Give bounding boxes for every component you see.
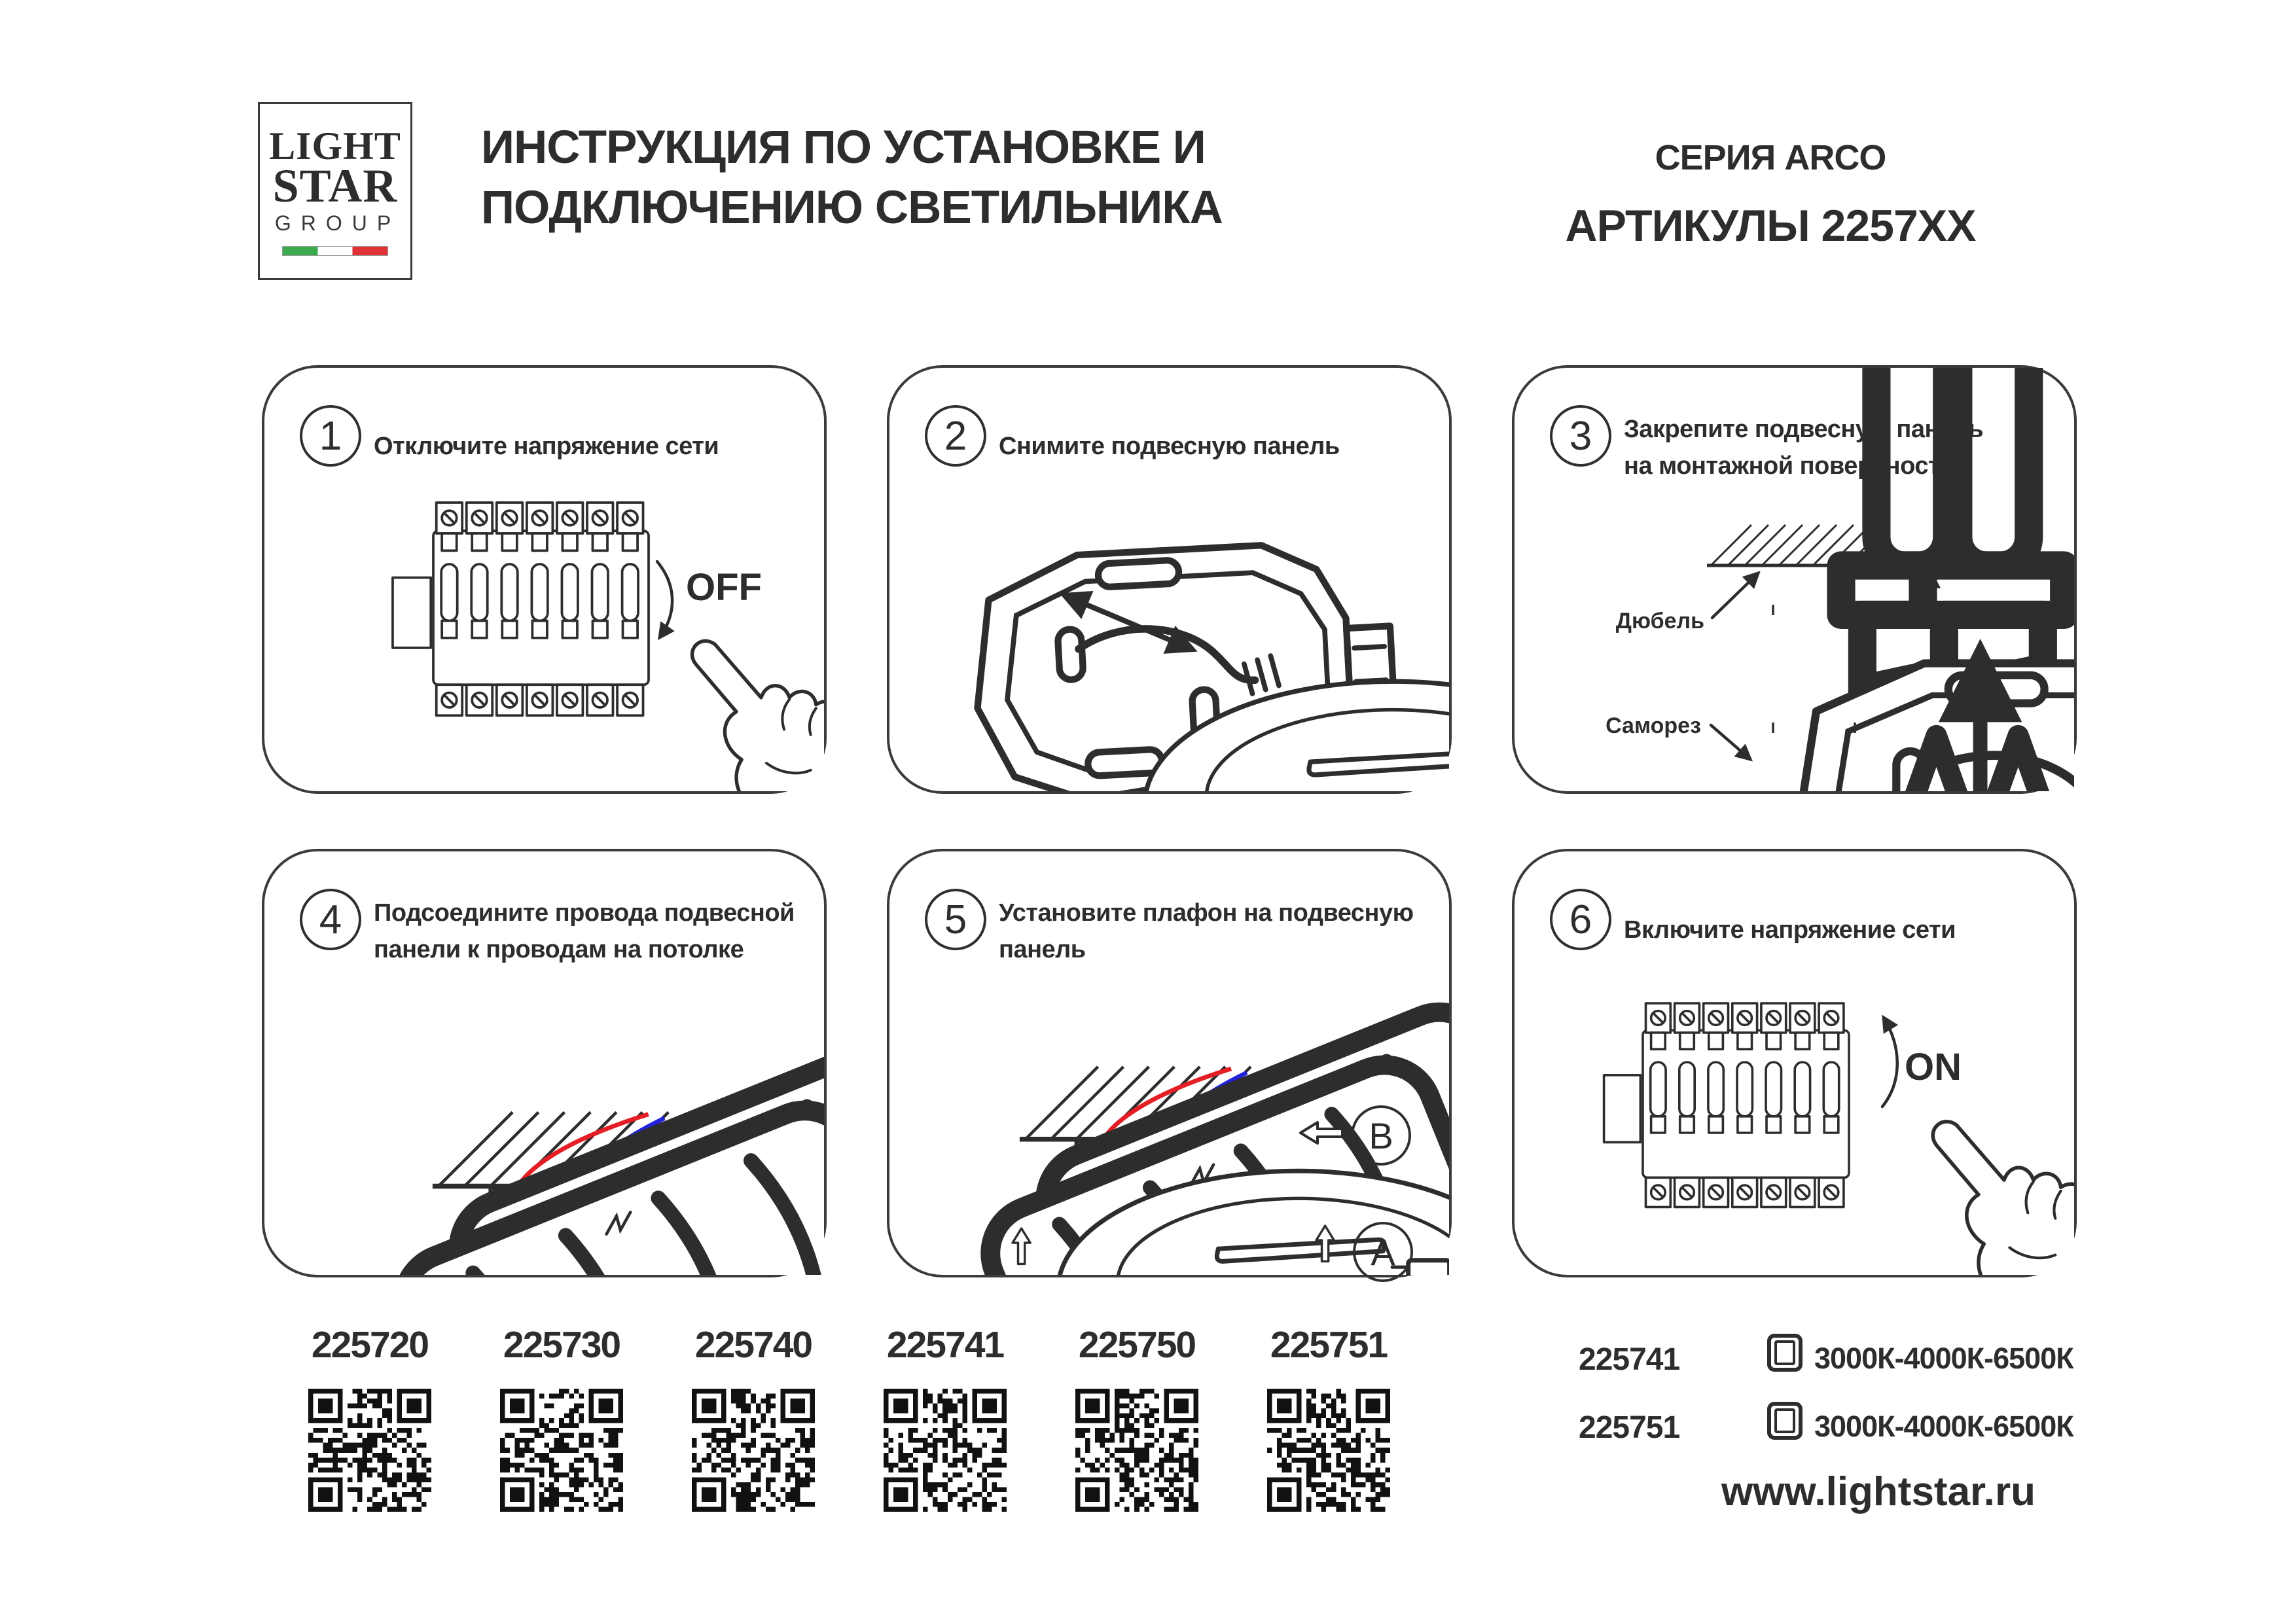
wiring-icon	[387, 1041, 824, 1275]
step-panel-1	[262, 365, 827, 794]
title-line-2: ПОДКЛЮЧЕНИЮ СВЕТИЛЬНИКА	[481, 182, 1223, 234]
step-number-badge	[925, 405, 986, 467]
series-block	[1541, 137, 2000, 251]
caption-line: Подсоедините провода подвесной	[374, 899, 795, 927]
step-panel-4	[262, 849, 827, 1277]
remote-control-icon	[1767, 1334, 1803, 1372]
lightstar-logo	[258, 102, 412, 280]
step-number: 6	[1569, 897, 1592, 942]
step-panel-6	[1512, 849, 2077, 1277]
qr-code	[884, 1389, 1007, 1512]
italian-flag-bar	[282, 246, 388, 256]
variant-code: 225741	[1579, 1342, 1680, 1377]
qr-code	[1075, 1389, 1198, 1512]
articles-label: АРТИКУЛЫ 2257XX	[1565, 201, 1976, 251]
step-caption	[999, 895, 1431, 968]
screw-label: Саморез	[1605, 713, 1701, 738]
caption-line: панели к проводам на потолке	[374, 936, 744, 963]
dowel-pointer-arrow	[1712, 573, 1758, 618]
qr-code	[500, 1389, 623, 1512]
step-number-badge	[1550, 405, 1611, 467]
on-arrow-icon	[1882, 1018, 1897, 1107]
series-label: СЕРИЯ ARCO	[1655, 138, 1886, 177]
caption-line: на монтажной поверхности	[1624, 452, 1955, 480]
caption-line: панель	[999, 936, 1086, 963]
remote-control-icon	[1767, 1402, 1803, 1440]
step-caption	[374, 895, 806, 968]
marker-a: A	[1353, 1222, 1413, 1282]
dowel-label: Дюбель	[1615, 609, 1704, 633]
logo-text-star: STAR	[272, 160, 398, 212]
caption-line: Установите плафон на подвесную	[999, 899, 1414, 927]
step-number: 3	[1569, 413, 1592, 459]
caption-line: Снимите подвесную панель	[999, 433, 1340, 460]
step-number-badge	[925, 889, 986, 950]
variant-code: 225751	[1579, 1410, 1680, 1445]
article-number: 225751	[1270, 1324, 1388, 1366]
step-number-badge	[300, 405, 361, 467]
variant-temperatures: 3000К-4000К-6500К	[1814, 1342, 2073, 1375]
logo-text-light: LIGHT	[269, 124, 401, 168]
step-number: 5	[944, 897, 967, 942]
title-line-1: ИНСТРУКЦИЯ ПО УСТАНОВКЕ И	[481, 122, 1206, 173]
on-label: ON	[1905, 1046, 1962, 1088]
qr-code	[308, 1389, 431, 1512]
step-caption	[1624, 912, 2056, 948]
step-number: 4	[319, 897, 342, 942]
caption-line: Закрепите подвесную панель	[1624, 416, 1984, 443]
step-number-badge	[1550, 889, 1611, 950]
off-label: OFF	[686, 566, 762, 609]
off-arrow-icon	[657, 562, 672, 637]
hand-icon	[1933, 1122, 2074, 1275]
qr-code	[1267, 1389, 1390, 1512]
caption-line: Включите напряжение сети	[1624, 916, 1956, 944]
step-caption	[1624, 411, 2056, 484]
hand-icon	[692, 641, 824, 791]
step-caption	[999, 428, 1431, 465]
caption-line: Отключите напряжение сети	[374, 433, 719, 460]
step-caption	[374, 428, 806, 465]
step-panel-3	[1512, 365, 2077, 794]
article-number: 225720	[311, 1324, 429, 1366]
page-title	[481, 118, 1299, 238]
marker-b: B	[1351, 1105, 1411, 1166]
step-panel-5	[887, 849, 1452, 1277]
step-number: 1	[319, 413, 342, 459]
article-number: 225740	[694, 1324, 812, 1366]
step-number: 2	[944, 413, 967, 459]
article-number: 225741	[886, 1324, 1004, 1366]
step-panel-2	[887, 365, 1452, 794]
article-number: 225750	[1078, 1324, 1196, 1366]
qr-code	[692, 1389, 815, 1512]
article-number: 225730	[503, 1324, 620, 1366]
logo-text-group: GROUP	[274, 211, 401, 235]
step-number-badge	[300, 889, 361, 950]
screw-pointer-arrow	[1711, 725, 1750, 759]
variant-temperatures: 3000К-4000К-6500К	[1814, 1410, 2073, 1443]
website-url: www.lightstar.ru	[1721, 1469, 2036, 1514]
